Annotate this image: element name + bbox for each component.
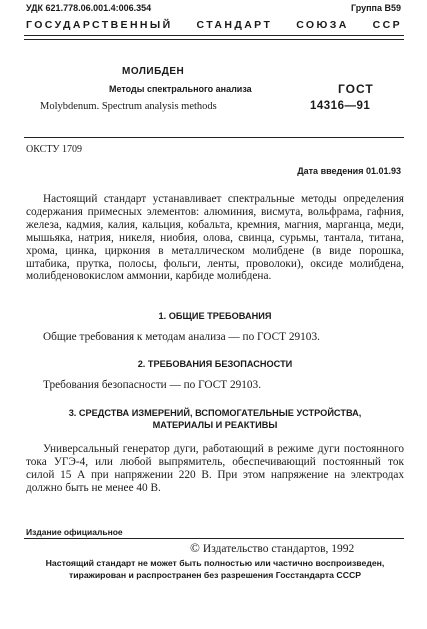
- reproduction-notice: [26, 558, 404, 581]
- document-title: МОЛИБДЕН: [122, 66, 185, 77]
- section-1-heading: 1. ОБЩИЕ ТРЕБОВАНИЯ: [158, 311, 272, 321]
- header-rule-bottom: [24, 39, 404, 40]
- copyright-text: Издательство стандартов, 1992: [202, 543, 355, 555]
- english-title: Molybdenum. Spectrum analysis methods: [40, 101, 217, 112]
- group-code: Группа В59: [350, 3, 401, 13]
- section-2-heading: 2. ТРЕБОВАНИЯ БЕЗОПАСНОСТИ: [137, 359, 293, 369]
- intro-paragraph: Настоящий стандарт устанавливает спектральные методы определения содержания примесных элементов: алюминия, висмута, вольфрама, гафния, железа, кадмия, калия, кальция, кобальта, кремния, магния, марганца, меди, мышьяка, натрия, никеля, ниобия, олова, свинца, сурьмы, тантала, титана, хрома, цинка, циркония в металлическом молибдене (в виде порошка, штабика, прутка, полосы, фольги, ленты, проволоки), оксиде молибдена, молибденовокислом аммонии, карбиде молибдена.: [26, 193, 404, 283]
- effective-date: Дата введения 01.01.93: [297, 166, 401, 176]
- gost-label: ГОСТ: [338, 82, 374, 96]
- gost-number: 14316—91: [310, 100, 371, 112]
- notice-line-1: Настоящий стандарт не может быть полностью или частично воспроизведен,: [45, 558, 385, 568]
- okstu-code: ОКСТУ 1709: [26, 144, 83, 155]
- footer-rule: [24, 538, 404, 539]
- document-subtitle: Методы спектрального анализа: [109, 84, 252, 94]
- edition-label: Издание официальное: [26, 527, 123, 537]
- title-rule: [24, 137, 404, 138]
- udk-code: УДК 621.778.06.001.4:006.354: [26, 3, 152, 13]
- copyright-line: [190, 540, 354, 556]
- header-rule-top: [24, 35, 404, 36]
- section-3-heading-line2: МАТЕРИАЛЫ И РЕАКТИВЫ: [152, 420, 278, 430]
- section-3-heading: [26, 407, 404, 431]
- copyright-icon: ©: [190, 540, 200, 555]
- section-1-text: Общие требования к методам анализа — по ГОСТ 29103.: [43, 331, 320, 343]
- section-3-text: Универсальный генератор дуги, работающий в режиме дуги постоянного тока УГЭ-4, или любой выпрямитель, обеспечивающий постоянный ток силой 15 А при напряжении 220 В. При этом напряжение на электродах должно быть не менее 40 В.: [26, 443, 404, 494]
- notice-line-2: тиражирован и распространен без разрешения Госстандарта СССР: [68, 569, 362, 580]
- section-2-text: Требования безопасности — по ГОСТ 29103.: [43, 379, 262, 391]
- section-3-heading-line1: 3. СРЕДСТВА ИЗМЕРЕНИЙ, ВСПОМОГАТЕЛЬНЫЕ УСТРОЙСТВА,: [68, 408, 362, 418]
- standard-title: ГОСУДАРСТВЕННЫЙ СТАНДАРТ СОЮЗА ССР: [26, 19, 402, 31]
